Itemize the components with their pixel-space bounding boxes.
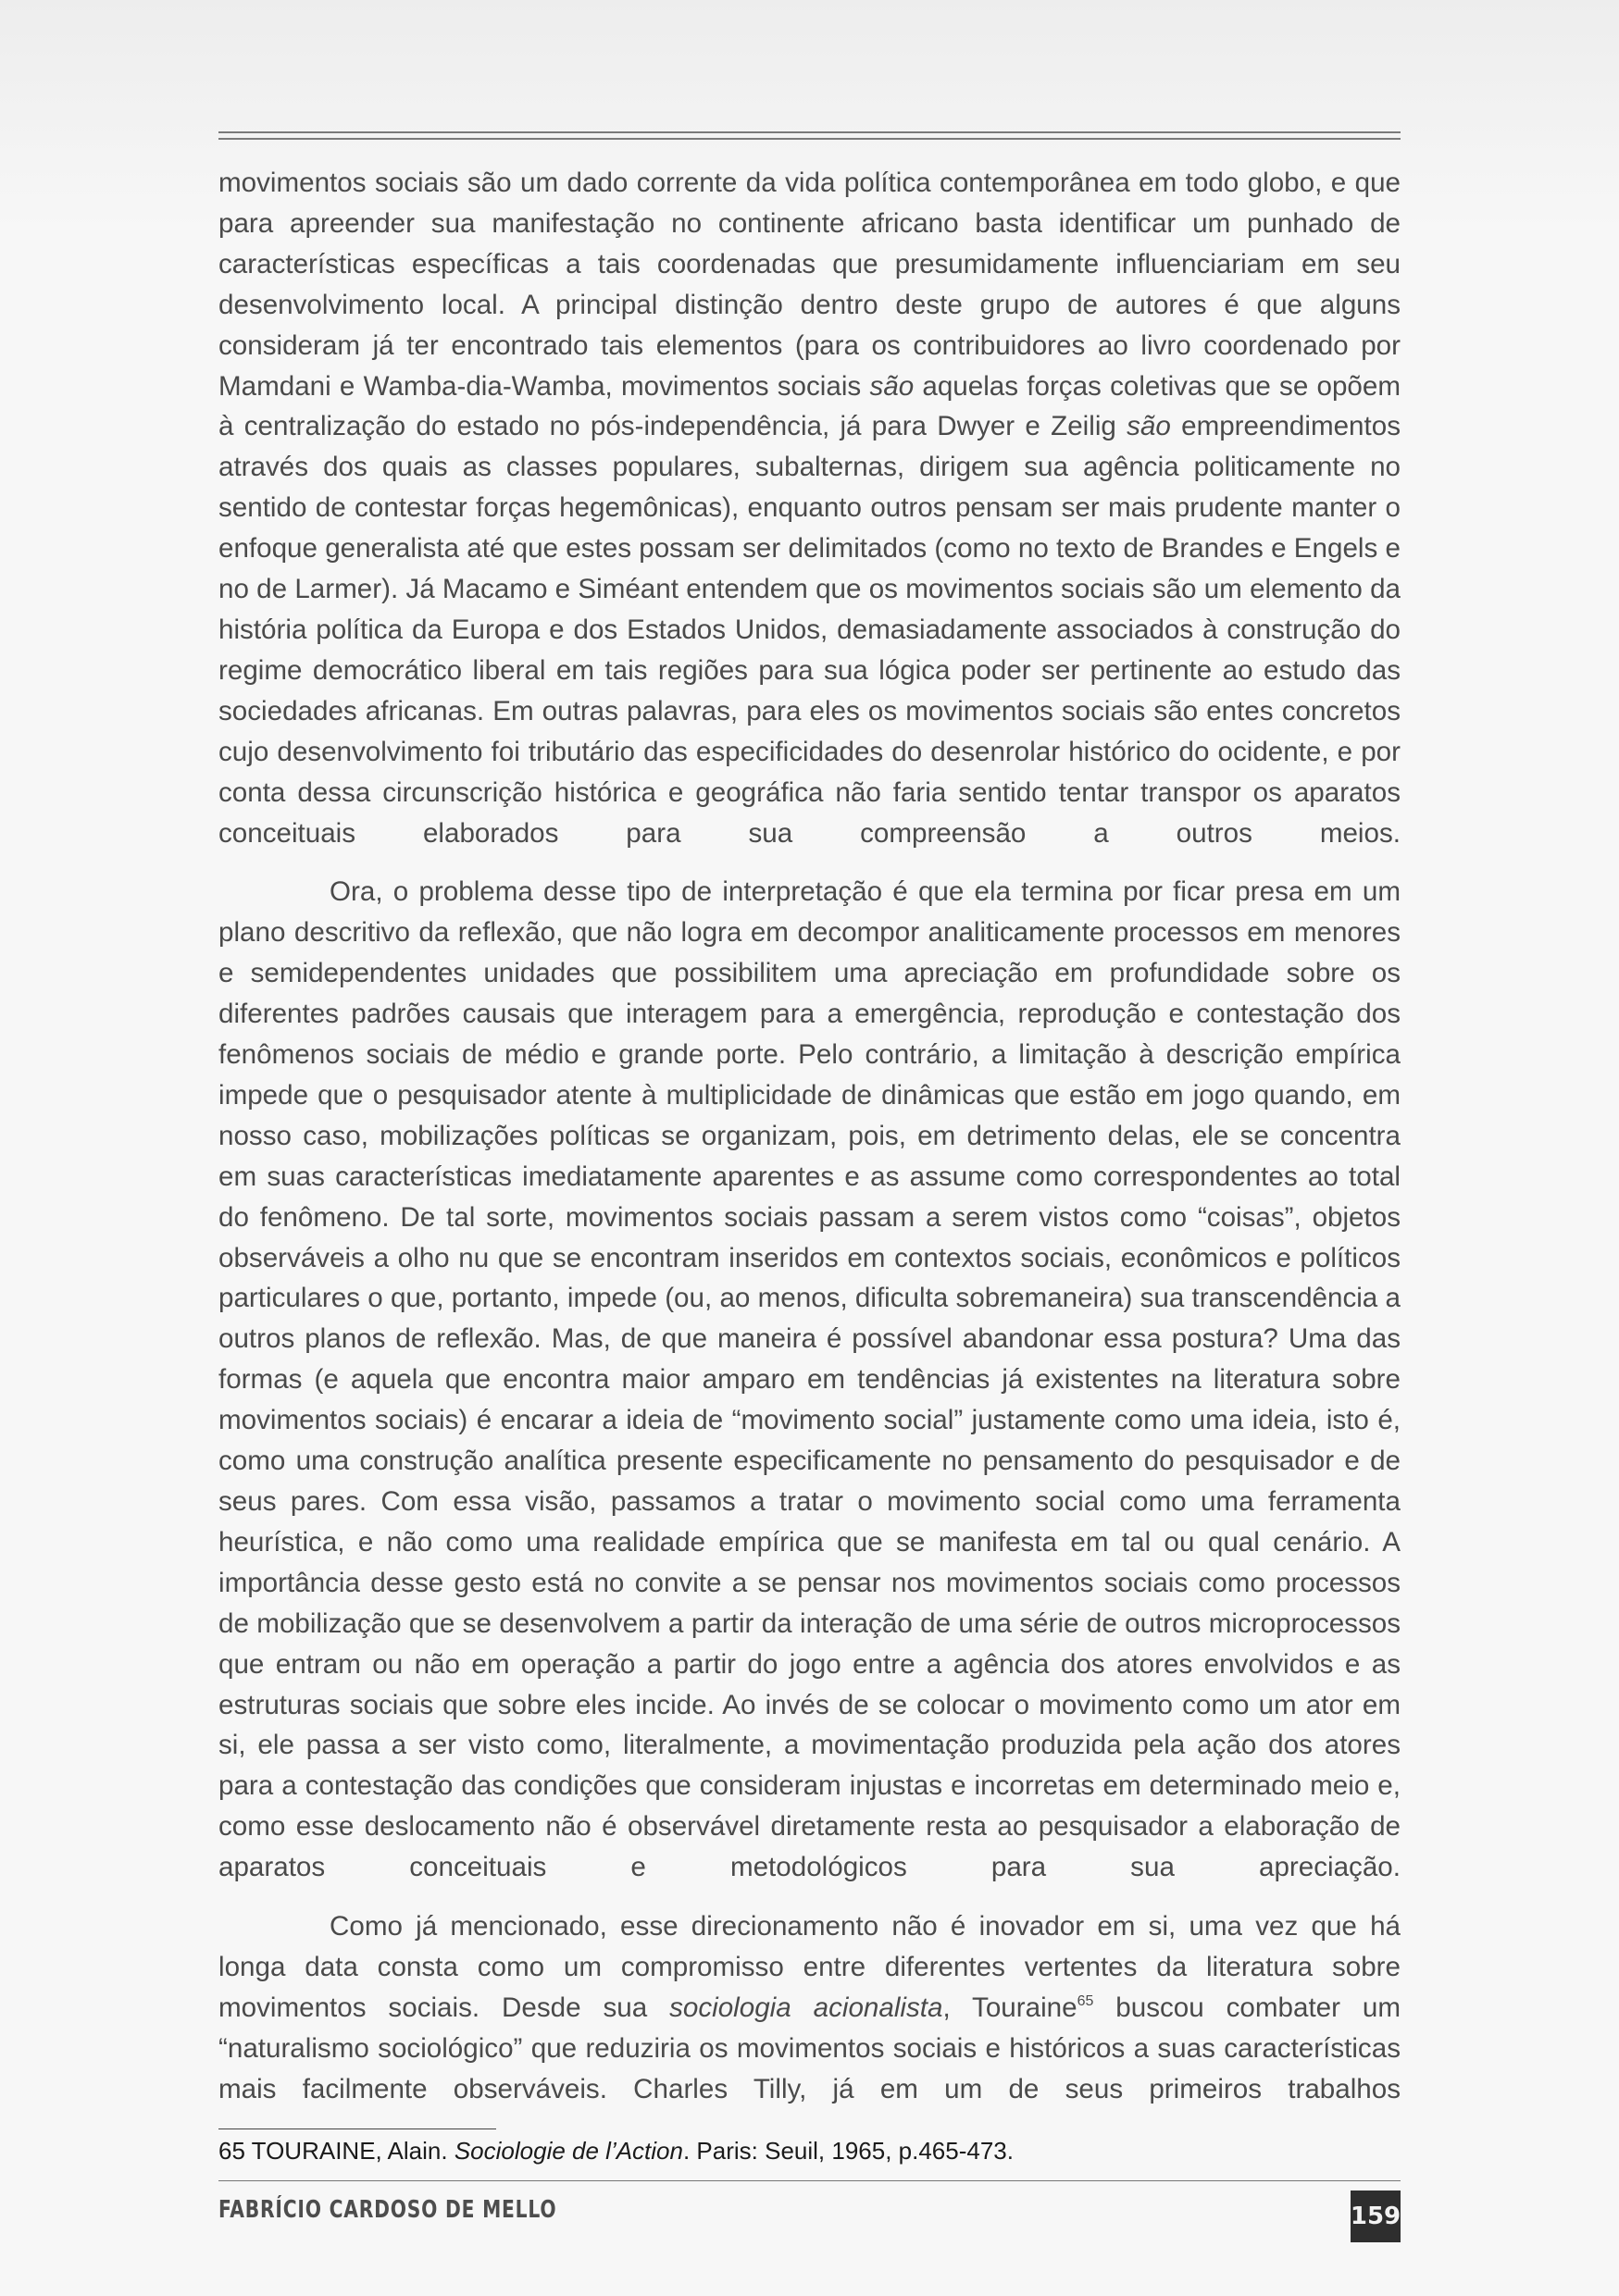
page-number: 159 — [1351, 2191, 1401, 2242]
header-double-rule — [218, 131, 1401, 140]
italic-text: são — [1127, 411, 1171, 442]
italic-text: sociologia acionalista — [669, 1992, 943, 2023]
text-run: aquelas forças coletivas que se opõem à centralização do estado no pós-independência, já para Dwyer e Zeilig — [218, 370, 1401, 442]
footer-rule — [218, 2180, 1401, 2181]
text-run: Como já mencionado, esse direcionamento não é inovador em si, uma vez que há longa data consta como um compromisso entre diferentes vertentes da literatura sobre movimentos sociais. Desde sua — [218, 1911, 1401, 2023]
text-run: Ora, o problema desse tipo de interpretação é que ela termina por ficar presa em um plano descritivo da reflexão, que não logra em decompor analiticamente processos em menores e semidependentes unidades que possibilitem uma apreciação em profundidade sobre os diferentes padrões causais que interagem para a emergência, reprodução e contestação dos fenômenos sociais de médio e grande porte. Pelo contrário, a limitação à descrição empírica impede que o pesquisador atente à multiplicidade de dinâmicas que estão em jogo quando, em nosso caso, mobilizações políticas se organizam, pois, em detrimento delas, ele se concentra em suas características imediatamente aparentes e as assume como correspondentes ao total do fenômeno. De tal sorte, movimentos sociais passam a serem vistos como “coisas”, objetos observáveis a olho nu que se encontram inseridos em contextos sociais, econômicos e políticos particulares o que, portanto, impede (ou, ao menos, dificulta sobremaneira) sua transcendência a outros planos de reflexão. Mas, de que maneira é possível abandonar essa postura? Uma das formas (e aquela que encontra maior amparo em tendências já existentes na literatura sobre movimentos sociais) é encarar a ideia de “movimento social” justamente como uma ideia, isto é, como uma construção analítica presente especificamente no pensamento do pesquisador e de seus pares. Com essa visão, passamos a tratar o movimento social como uma ferramenta heurística, e não como uma realidade empírica que se manifesta em tal ou qual cenário. A importância desse gesto está no convite a se pensar nos movimentos sociais como processos de mobilização que se desenvolvem a partir da interação de uma série de outros microprocessos que entram ou não em operação a partir do jogo entre a agência dos atores envolvidos e as estruturas sociais que sobre eles incide. Ao invés de se colocar o movimento como um ator em si, ele passa a ser visto como, literalmente, a movimentação produzida pela ação dos atores para a contestação das condições que consideram injustas e incorretas em determinado meio e, como esse deslocamento não é observável diretamente resta ao pesquisador a elaboração de aparatos conceituais e metodológicos para sua apreciação. — [218, 876, 1401, 1883]
italic-text: são — [869, 370, 915, 402]
text-run: 65 TOURAINE, Alain. — [218, 2137, 455, 2165]
text-run: movimentos sociais são um dado corrente da vida política contemporânea em todo globo, e que para apreender sua manifestação no continente africano basta identificar um punhado de características específicas a tais coordenadas que presumidamente influenciariam em seu desenvolvimento local. A principal distinção dentro deste grupo de autores é que alguns consideram já ter encontrado tais elementos (para os contribuidores ao livro coordenado por Mamdani e Wamba-dia-Wamba, movimentos sociais — [218, 168, 1401, 402]
text-run: empreendimentos através dos quais as classes populares, subalternas, dirigem sua agência politicamente no sentido de contestar forças hegemônicas), enquanto outros pensam ser mais prudente manter o enfoque generalista até que estes possam ser delimitados (como no texto de Brandes e Engels e no de Larmer). Já Macamo e Siméant entendem que os movimentos sociais são um elemento da história política da Europa e dos Estados Unidos, demasiadamente associados à construção do regime democrático liberal em tais regiões para sua lógica poder ser pertinente ao estudo das sociedades africanas. Em outras palavras, para eles os movimentos sociais são entes concretos cujo desenvolvimento foi tributário das especificidades do desenrolar histórico do ocidente, e por conta dessa circunscrição histórica e geográfica não faria sentido tentar transpor os aparatos conceituais elaborados para sua compreensão a outros meios. — [218, 411, 1401, 849]
footer-author: FABRÍCIO CARDOSO DE MELLO — [218, 2196, 557, 2224]
footnote — [218, 2134, 1401, 2167]
paragraph — [218, 872, 1401, 1888]
paragraph — [218, 1906, 1401, 2110]
footnote-ref: 65 — [1077, 1992, 1094, 2009]
footnote-separator — [218, 2128, 496, 2129]
text-run: , Touraine — [942, 1992, 1077, 2023]
italic-text: Sociologie de l’Action — [454, 2137, 683, 2165]
paragraph — [218, 163, 1401, 853]
body-text — [218, 163, 1401, 2128]
text-run: buscou combater um “naturalismo sociológico” que reduziria os movimentos sociais e históricos a suas características mais facilmente observáveis. Charles Tilly, já em um de seus primeiros trabalhos — [218, 1992, 1401, 2104]
text-run: . Paris: Seuil, 1965, p.465-473. — [682, 2137, 1014, 2165]
